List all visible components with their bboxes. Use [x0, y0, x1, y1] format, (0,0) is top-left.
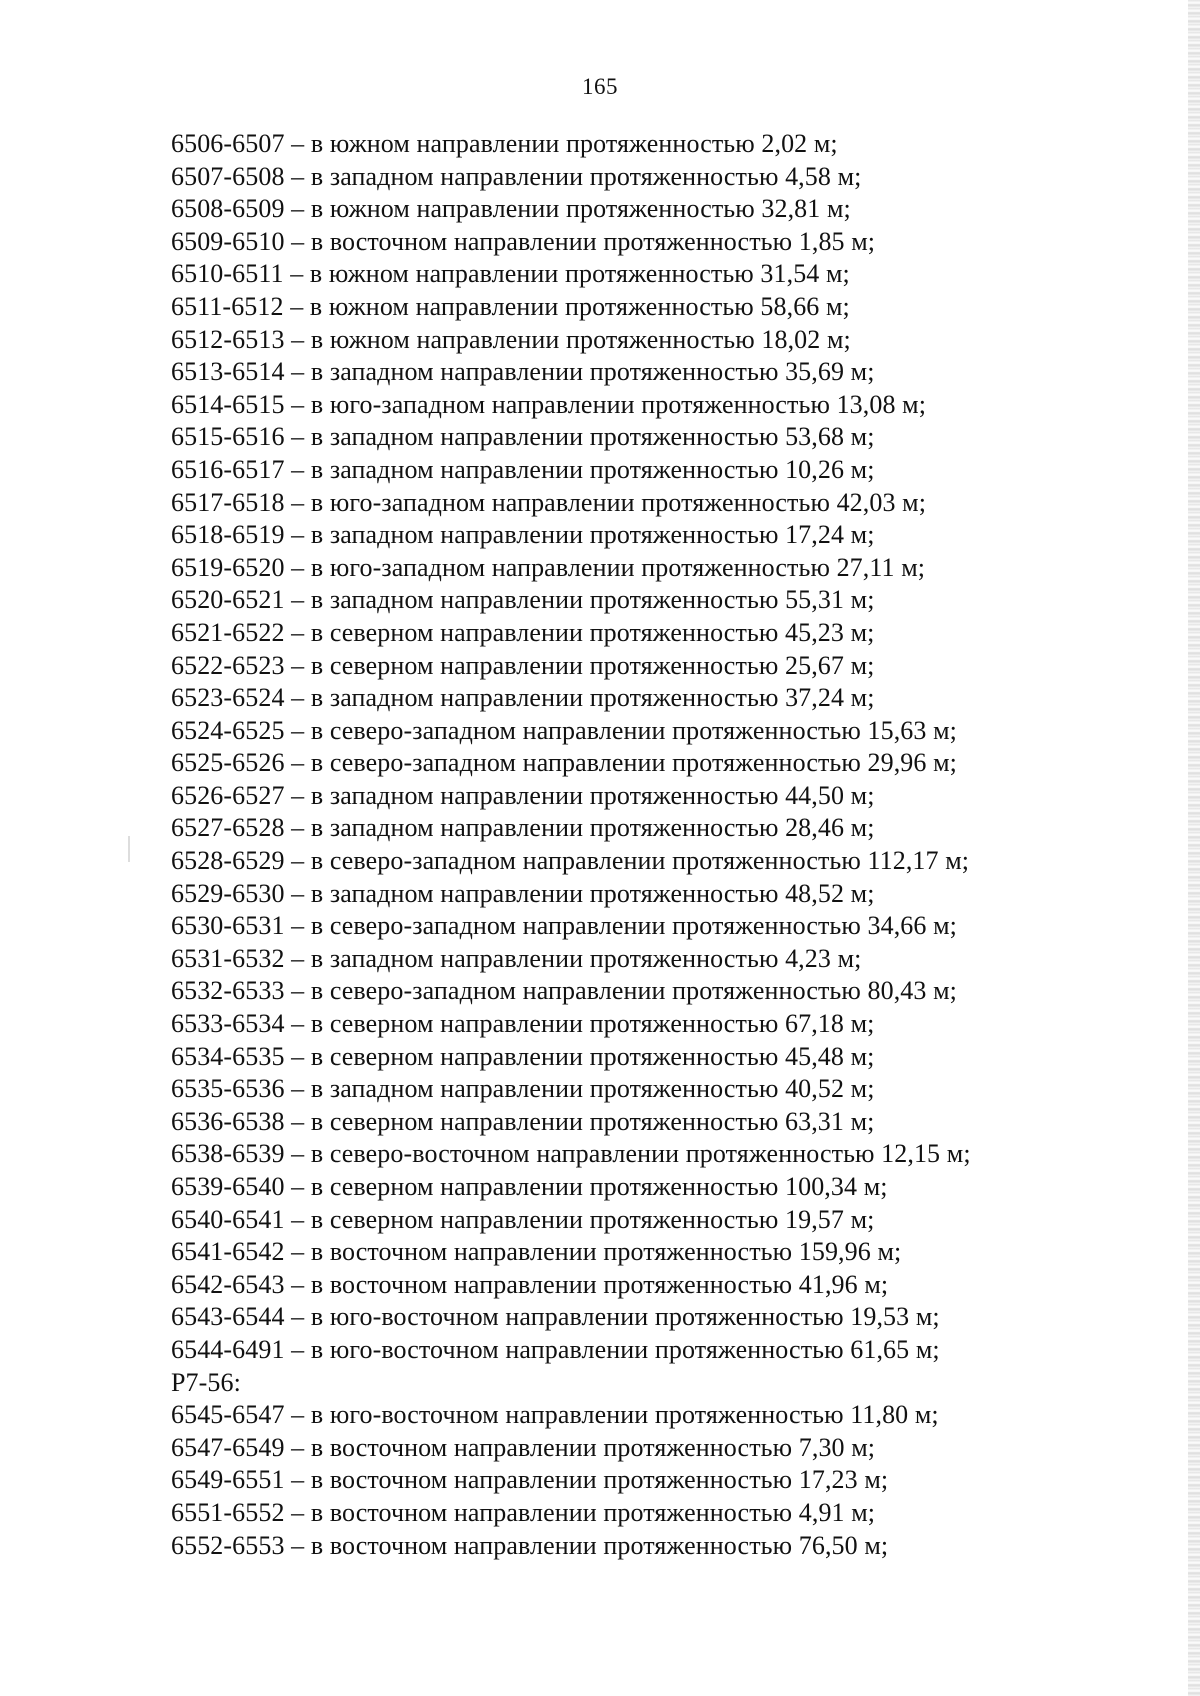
document-line: 6506-6507 – в южном направлении протяженностью 2,02 м;: [171, 129, 838, 158]
page-number: 165: [582, 74, 618, 99]
document-line: 6526-6527 – в западном направлении протяженностью 44,50 м;: [171, 780, 875, 810]
document-line: 6512-6513 – в южном направлении протяженностью 18,02 м;: [171, 324, 851, 354]
document-line: 6552-6553 – в восточном направлении протяженностью 76,50 м;: [171, 1530, 889, 1560]
document-line: 6509-6510 – в восточном направлении протяженностью 1,85 м;: [171, 226, 876, 256]
document-line: 6547-6549 – в восточном направлении протяженностью 7,30 м;: [171, 1432, 876, 1462]
document-line: 6549-6551 – в восточном направлении протяженностью 17,23 м;: [171, 1465, 889, 1495]
document-line: 6539-6540 – в северном направлении протяженностью 100,34 м;: [171, 1172, 888, 1201]
document-line: 6516-6517 – в западном направлении протяженностью 10,26 м;: [171, 454, 875, 484]
document-line: 6517-6518 – в юго-западном направлении протяженностью 42,03 м;: [171, 487, 927, 517]
document-line: 6523-6524 – в западном направлении протяженностью 37,24 м;: [171, 683, 875, 713]
document-line: 6536-6538 – в северном направлении протяженностью 63,31 м;: [171, 1106, 875, 1136]
document-line: 6524-6525 – в северо-западном направлении протяженностью 15,63 м;: [171, 715, 957, 745]
scan-edge: [1188, 0, 1200, 1696]
document-line: 6531-6532 – в западном направлении протяженностью 4,23 м;: [171, 943, 862, 973]
document-line: 6520-6521 – в западном направлении протяженностью 55,31 м;: [171, 585, 875, 615]
document-line: Р7-56:: [171, 1367, 241, 1397]
document-line: 6510-6511 – в южном направлении протяженностью 31,54 м;: [171, 259, 850, 289]
document-line: 6543-6544 – в юго-восточном направлении протяженностью 19,53 м;: [171, 1302, 940, 1332]
document-line: 6532-6533 – в северо-западном направлении протяженностью 80,43 м;: [171, 976, 957, 1006]
document-line: 6522-6523 – в северном направлении протяженностью 25,67 м;: [171, 650, 875, 680]
document-line: 6527-6528 – в западном направлении протяженностью 28,46 м;: [171, 813, 875, 843]
scan-mark: [128, 836, 130, 862]
document-line: 6507-6508 – в западном направлении протяженностью 4,58 м;: [171, 161, 862, 191]
document-line: 6540-6541 – в северном направлении протяженностью 19,57 м;: [171, 1204, 875, 1234]
document-line: 6533-6534 – в северном направлении протяженностью 67,18 м;: [171, 1009, 875, 1039]
document-line: 6535-6536 – в западном направлении протяженностью 40,52 м;: [171, 1074, 875, 1104]
document-line: 6544-6491 – в юго-восточном направлении протяженностью 61,65 м;: [171, 1334, 940, 1364]
document-line: 6541-6542 – в восточном направлении протяженностью 159,96 м;: [171, 1237, 902, 1267]
document-line: 6519-6520 – в юго-западном направлении протяженностью 27,11 м;: [171, 552, 926, 582]
document-line: 6515-6516 – в западном направлении протяженностью 53,68 м;: [171, 422, 875, 452]
document-line: 6528-6529 – в северо-западном направлении протяженностью 112,17 м;: [171, 846, 970, 876]
boundary-description-list: [171, 128, 971, 1562]
document-line: 6525-6526 – в северо-западном направлении протяженностью 29,96 м;: [171, 748, 957, 778]
document-line: 6534-6535 – в северном направлении протяженностью 45,48 м;: [171, 1041, 875, 1071]
document-line: 6521-6522 – в северном направлении протяженностью 45,23 м;: [171, 617, 875, 647]
document-line: 6518-6519 – в западном направлении протяженностью 17,24 м;: [171, 520, 875, 550]
document-line: 6513-6514 – в западном направлении протяженностью 35,69 м;: [171, 357, 875, 387]
document-line: 6529-6530 – в западном направлении протяженностью 48,52 м;: [171, 878, 875, 908]
document-line: 6508-6509 – в южном направлении протяженностью 32,81 м;: [171, 194, 851, 224]
document-line: 6530-6531 – в северо-западном направлении протяженностью 34,66 м;: [171, 911, 957, 941]
document-line: 6511-6512 – в южном направлении протяженностью 58,66 м;: [171, 291, 850, 321]
document-line: 6545-6547 – в юго-восточном направлении протяженностью 11,80 м;: [171, 1400, 939, 1430]
document-line: 6514-6515 – в юго-западном направлении протяженностью 13,08 м;: [171, 389, 927, 419]
document-line: 6542-6543 – в восточном направлении протяженностью 41,96 м;: [171, 1269, 889, 1299]
document-line: 6538-6539 – в северо-восточном направлении протяженностью 12,15 м;: [171, 1139, 971, 1169]
document-line: 6551-6552 – в восточном направлении протяженностью 4,91 м;: [171, 1497, 876, 1527]
